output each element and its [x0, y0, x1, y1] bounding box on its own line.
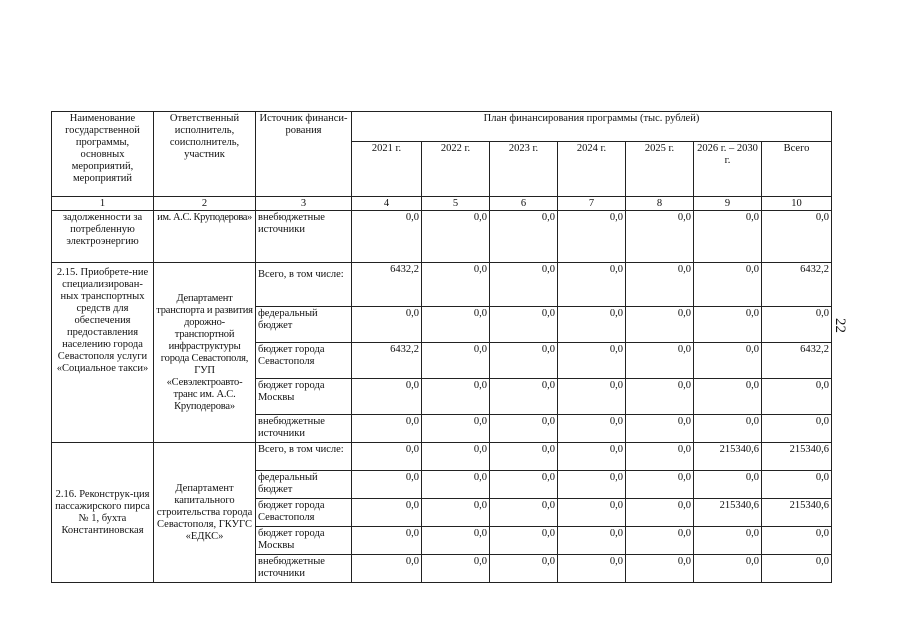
value-cell: 215340,6 — [694, 499, 762, 527]
value-cell: 0,0 — [762, 415, 832, 443]
value-cell: 0,0 — [352, 555, 422, 583]
value-cell: 0,0 — [490, 263, 558, 307]
value-cell: 0,0 — [422, 307, 490, 343]
value-cell: 0,0 — [558, 527, 626, 555]
value-cell: 0,0 — [422, 499, 490, 527]
value-cell: 6432,2 — [352, 263, 422, 307]
column-number: 6 — [490, 197, 558, 211]
value-cell: 0,0 — [694, 415, 762, 443]
value-cell: 0,0 — [762, 555, 832, 583]
executor: Департамент капитального строительства города Севастополя, ГКУГС «ЕДКС» — [154, 443, 256, 583]
value-cell: 0,0 — [422, 415, 490, 443]
funding-source: бюджет города Севастополя — [256, 499, 352, 527]
value-cell: 0,0 — [352, 211, 422, 263]
value-cell: 6432,2 — [762, 343, 832, 379]
header-executor: Ответственный исполнитель, соисполнитель, участник — [154, 112, 256, 197]
header-year: 2024 г. — [558, 142, 626, 197]
funding-source: бюджет города Москвы — [256, 379, 352, 415]
value-cell: 0,0 — [762, 307, 832, 343]
value-cell: 0,0 — [490, 379, 558, 415]
value-cell: 0,0 — [762, 379, 832, 415]
funding-source: внебюджетные источники — [256, 415, 352, 443]
value-cell: 0,0 — [422, 443, 490, 471]
header-plan: План финансирования программы (тыс. рублей) — [352, 112, 832, 142]
column-number: 4 — [352, 197, 422, 211]
value-cell: 0,0 — [626, 555, 694, 583]
executor: им. А.С. Круподерова» — [154, 211, 256, 263]
column-number: 2 — [154, 197, 256, 211]
value-cell: 0,0 — [422, 263, 490, 307]
financing-table — [51, 111, 832, 583]
funding-source: внебюджетные источники — [256, 555, 352, 583]
value-cell: 0,0 — [352, 307, 422, 343]
value-cell: 0,0 — [694, 343, 762, 379]
value-cell: 0,0 — [626, 343, 694, 379]
value-cell: 0,0 — [352, 499, 422, 527]
table-row — [52, 211, 832, 263]
value-cell: 0,0 — [694, 555, 762, 583]
header-year: 2023 г. — [490, 142, 558, 197]
value-cell: 0,0 — [490, 527, 558, 555]
value-cell: 0,0 — [558, 471, 626, 499]
value-cell: 0,0 — [558, 555, 626, 583]
value-cell: 0,0 — [558, 263, 626, 307]
value-cell: 0,0 — [762, 471, 832, 499]
value-cell: 0,0 — [422, 343, 490, 379]
value-cell: 0,0 — [352, 443, 422, 471]
value-cell: 0,0 — [352, 527, 422, 555]
funding-source: бюджет города Москвы — [256, 527, 352, 555]
value-cell: 0,0 — [490, 211, 558, 263]
measure-name: 2.16. Реконструк-ция пассажирского пирса № 1, бухта Константиновская — [52, 443, 154, 583]
header-year: 2021 г. — [352, 142, 422, 197]
value-cell: 0,0 — [558, 343, 626, 379]
value-cell: 0,0 — [490, 555, 558, 583]
header-year: 2022 г. — [422, 142, 490, 197]
value-cell: 6432,2 — [762, 263, 832, 307]
value-cell: 0,0 — [694, 307, 762, 343]
column-number: 10 — [762, 197, 832, 211]
value-cell: 0,0 — [352, 471, 422, 499]
value-cell: 0,0 — [694, 527, 762, 555]
value-cell: 0,0 — [422, 471, 490, 499]
column-number: 8 — [626, 197, 694, 211]
value-cell: 0,0 — [694, 263, 762, 307]
value-cell: 0,0 — [626, 307, 694, 343]
value-cell: 0,0 — [626, 443, 694, 471]
column-number: 9 — [694, 197, 762, 211]
value-cell: 6432,2 — [352, 343, 422, 379]
header-total: Всего — [762, 142, 832, 197]
value-cell: 215340,6 — [694, 443, 762, 471]
value-cell: 0,0 — [694, 211, 762, 263]
value-cell: 0,0 — [352, 415, 422, 443]
value-cell: 0,0 — [422, 555, 490, 583]
value-cell: 0,0 — [626, 211, 694, 263]
value-cell: 0,0 — [422, 211, 490, 263]
value-cell: 0,0 — [762, 211, 832, 263]
value-cell: 0,0 — [626, 499, 694, 527]
value-cell: 215340,6 — [762, 499, 832, 527]
table-row — [52, 263, 832, 307]
table-row — [52, 443, 832, 471]
value-cell: 0,0 — [490, 499, 558, 527]
funding-source: внебюджетные источники — [256, 211, 352, 263]
value-cell: 215340,6 — [762, 443, 832, 471]
value-cell: 0,0 — [626, 263, 694, 307]
header-year: 2025 г. — [626, 142, 694, 197]
value-cell: 0,0 — [490, 415, 558, 443]
value-cell: 0,0 — [626, 415, 694, 443]
value-cell: 0,0 — [626, 471, 694, 499]
value-cell: 0,0 — [490, 443, 558, 471]
funding-source: федеральный бюджет — [256, 471, 352, 499]
header-name: Наименование государственной программы, основных мероприятий, мероприятий — [52, 112, 154, 197]
value-cell: 0,0 — [694, 471, 762, 499]
value-cell: 0,0 — [694, 379, 762, 415]
measure-name: 2.15. Приобрете-ние специализирован-ных транспортных средств для обеспечения предоставления населению города Севастополя услуги «Социальное такси» — [52, 263, 154, 443]
header-year: 2026 г. – 2030 г. — [694, 142, 762, 197]
measure-name: задолженности за потребленную электроэнергию — [52, 211, 154, 263]
value-cell: 0,0 — [558, 443, 626, 471]
funding-source: бюджет города Севастополя — [256, 343, 352, 379]
value-cell: 0,0 — [626, 379, 694, 415]
page-number: 22 — [832, 318, 848, 333]
value-cell: 0,0 — [558, 415, 626, 443]
value-cell: 0,0 — [490, 343, 558, 379]
funding-source: федеральный бюджет — [256, 307, 352, 343]
value-cell: 0,0 — [352, 379, 422, 415]
value-cell: 0,0 — [558, 307, 626, 343]
value-cell: 0,0 — [490, 471, 558, 499]
value-cell: 0,0 — [626, 527, 694, 555]
value-cell: 0,0 — [422, 379, 490, 415]
funding-source: Всего, в том числе: — [256, 443, 352, 471]
header-source: Источник финанси-рования — [256, 112, 352, 197]
value-cell: 0,0 — [558, 499, 626, 527]
value-cell: 0,0 — [490, 307, 558, 343]
column-number: 1 — [52, 197, 154, 211]
column-number: 5 — [422, 197, 490, 211]
executor: Департамент транспорта и развития дорожно-транспортной инфраструктуры города Севастополя, ГУП «Севэлектроавто-транс им. А.С. Круподерова» — [154, 263, 256, 443]
value-cell: 0,0 — [558, 379, 626, 415]
value-cell: 0,0 — [762, 527, 832, 555]
funding-source: Всего, в том числе: — [256, 263, 352, 307]
column-number: 3 — [256, 197, 352, 211]
value-cell: 0,0 — [558, 211, 626, 263]
column-number: 7 — [558, 197, 626, 211]
value-cell: 0,0 — [422, 527, 490, 555]
